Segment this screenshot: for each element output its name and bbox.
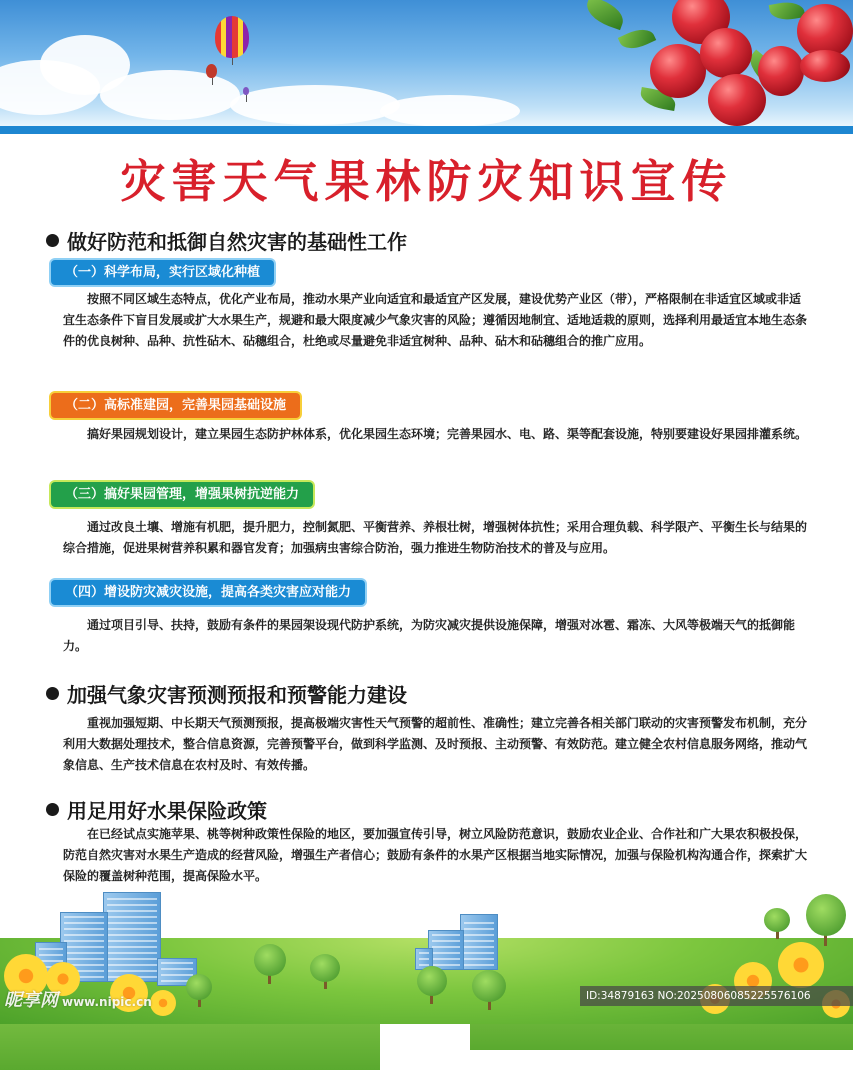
tree-icon	[417, 966, 447, 996]
hot-air-balloon-icon	[206, 64, 217, 78]
section-heading-text: 做好防范和抵御自然灾害的基础性工作	[67, 230, 407, 254]
subsection-label-1: （一）科学布局，实行区域化种植	[51, 260, 274, 285]
watermark-url: www.nipic.cn	[62, 995, 152, 1009]
yellow-flower-icon	[778, 942, 824, 988]
subsection-text-1: 按照不同区域生态特点，优化产业布局，推动水果产业向适宜和最适宜产区发展，建设优势产业区（带），严格限制在非适宜区域或非适宜生态条件下盲目发展或扩大水果生产，规避和最大限度减少气象灾害的风险；遵循因地制宜、适地适栽的原则，选择利用最适宜本地生态条件的优良树种、品种、抗性砧木、砧穗组合，杜绝或尽量避免非适宜树种、品种、砧木和砧穗组合的推广应用。	[63, 292, 808, 348]
hot-air-balloon-icon	[215, 16, 249, 58]
section-text-insurance: 在已经试点实施苹果、桃等树种政策性保险的地区，要加强宣传引导，树立风险防范意识，鼓励农业企业、合作社和广大果农积极投保，防范自然灾害对水果生产造成的经营风险，增强生产者信心；鼓励有条件的水果产区根据当地实际情况，加强与保险机构沟通合作，探索扩大保险的覆盖树种范围，提高保险水平。	[63, 827, 808, 883]
subsection-label-4: （四）增设防灾减灾设施，提高各类灾害应对能力	[51, 580, 365, 605]
tree-icon	[254, 944, 286, 976]
building-icon	[428, 930, 464, 970]
tree-icon	[310, 954, 340, 982]
site-watermark	[4, 986, 152, 1012]
bullet-icon	[46, 234, 59, 247]
red-apple-icon	[700, 28, 752, 78]
tree-icon	[186, 974, 212, 1000]
section-heading-text: 用足用好水果保险政策	[67, 799, 267, 823]
cloud	[100, 70, 240, 120]
bullet-icon	[46, 803, 59, 816]
subsection-text-3: 通过改良土壤、增施有机肥，提升肥力，控制氮肥、平衡营养、养根壮树，增强树体抗性；采用合理负载、科学限产、平衡生长与结果的综合措施，促进果树营养积累和器官发育；加强病虫害综合防治，强力推进生物防治技术的普及与应用。	[63, 520, 808, 555]
hot-air-balloon-icon	[243, 87, 249, 95]
cloud	[230, 85, 400, 125]
section-text-forecast: 重视加强短期、中长期天气预测预报，提高极端灾害性天气预警的超前性、准确性；建立完善各相关部门联动的灾害预警发布机制，充分利用大数据处理技术，整合信息资源，完善预警平台，做到科学监测、及时预报、主动预警、有效防范。建立健全农村信息服务网络，推动气象信息、生产技术信息在农村及时、有效传播。	[63, 716, 808, 772]
tree-icon	[764, 908, 790, 932]
tree-icon	[806, 894, 846, 936]
red-apple-icon	[758, 46, 804, 96]
header-sky-banner	[0, 0, 853, 126]
red-apple-icon	[800, 50, 850, 82]
image-id-bar: ID:34879163 NO:20250806085225576106	[580, 986, 853, 1006]
watermark-brand: 昵享网	[4, 990, 58, 1011]
tree-icon	[472, 970, 506, 1002]
leaf-icon	[582, 0, 627, 30]
building-icon	[103, 892, 161, 982]
subsection-text-4: 通过项目引导、扶持，鼓励有条件的果园架设现代防护系统，为防灾减灾提供设施保障，增强对冰雹、霜冻、大风等极端天气的抵御能力。	[63, 618, 796, 653]
red-apple-icon	[650, 44, 706, 98]
section-heading-forecast	[46, 679, 407, 708]
section-heading-insurance	[46, 795, 267, 824]
cloud	[380, 95, 520, 126]
subsection-label-2: （二）高标准建园，完善果园基础设施	[51, 393, 300, 418]
bullet-icon	[46, 687, 59, 700]
section-heading-basics	[46, 226, 407, 255]
subsection-text-2: 搞好果园规划设计，建立果园生态防护林体系，优化果园生态环境；完善果园水、电、路、渠等配套设施，特别要建设好果园排灌系统。	[87, 427, 808, 441]
section-heading-text: 加强气象灾害预测预报和预警能力建设	[67, 683, 407, 707]
header-divider	[0, 126, 853, 134]
leaf-icon	[618, 24, 656, 55]
subsection-label-3: （三）搞好果园管理，增强果树抗逆能力	[51, 482, 313, 507]
yellow-flower-icon	[150, 990, 176, 1016]
building-icon	[460, 914, 498, 970]
red-apple-icon	[708, 74, 766, 126]
page-title: 灾害天气果林防灾知识宣传	[120, 155, 733, 208]
